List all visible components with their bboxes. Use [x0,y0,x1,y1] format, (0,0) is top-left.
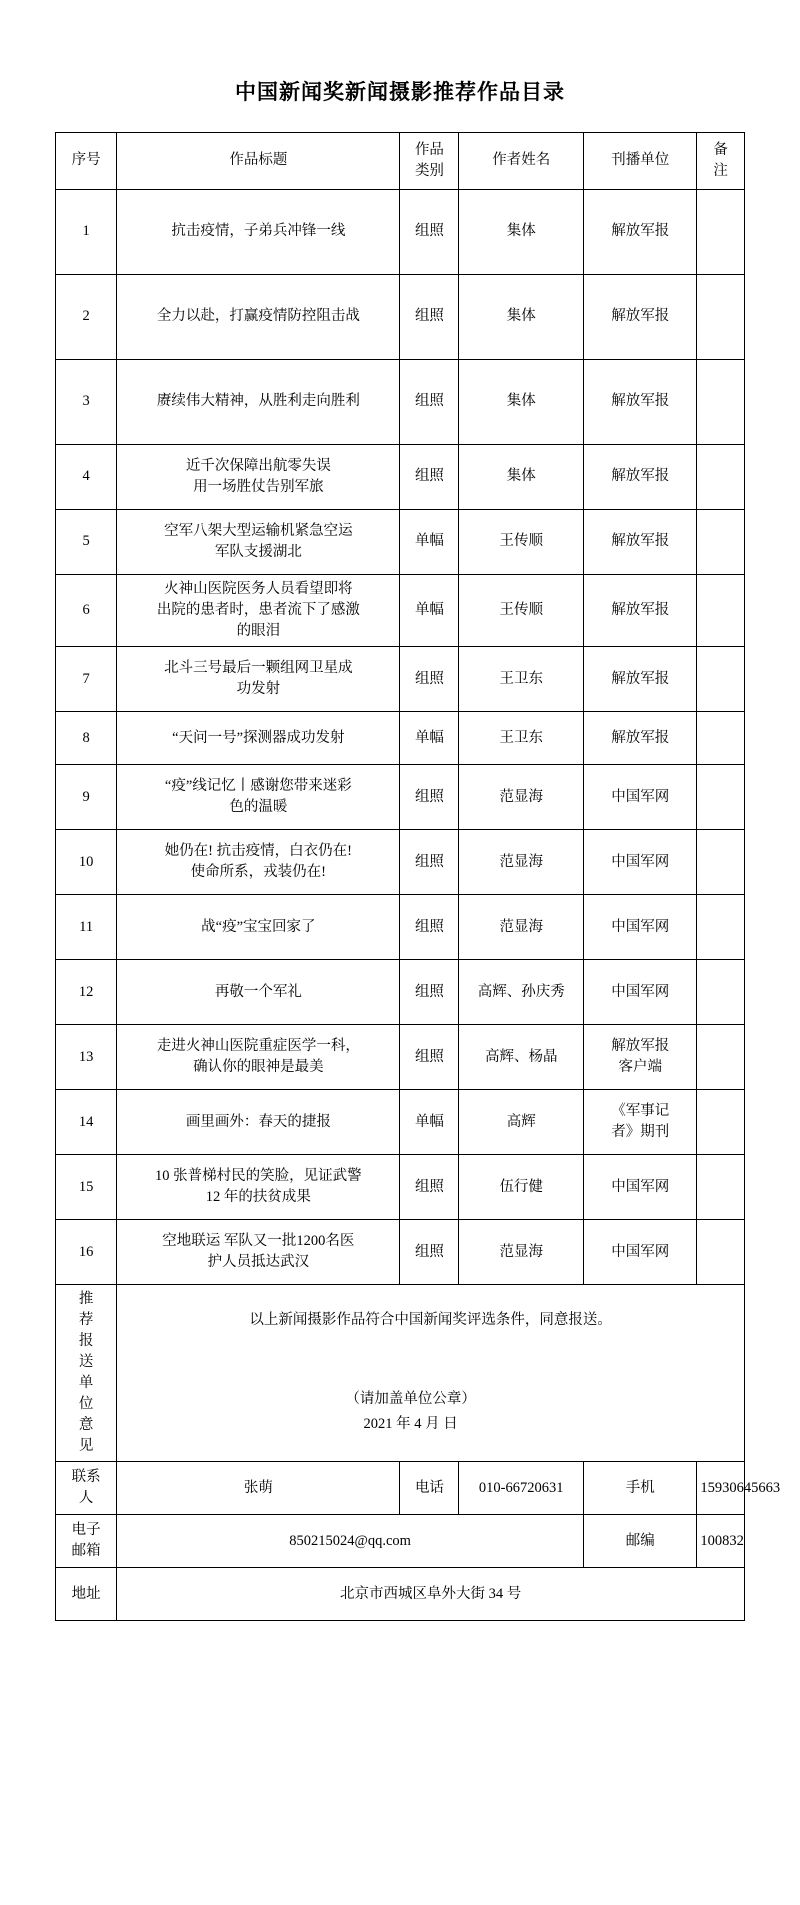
opinion-label-char: 报 [78,1333,94,1350]
cell-category: 单幅 [400,575,459,647]
cell-title: “疫”线记忆丨感谢您带来迷彩 色的温暖 [117,765,400,830]
address-label: 地址 [56,1568,117,1621]
opinion-label-char: 推 [78,1291,94,1308]
cell-seq: 8 [56,712,117,765]
cell-seq: 6 [56,575,117,647]
cell-author: 集体 [459,275,584,360]
contact-email-row [56,1515,745,1568]
mobile-value: 15930645663 [697,1462,745,1515]
cell-author: 范显海 [459,895,584,960]
contact-person-value: 张萌 [117,1462,400,1515]
cell-note [697,1025,745,1090]
header-category-line1: 作品 [414,141,444,158]
cell-seq: 9 [56,765,117,830]
cell-author: 范显海 [459,765,584,830]
opinion-label-char: 意 [78,1417,94,1434]
opinion-text: 以上新闻摄影作品符合中国新闻奖评选条件，同意报送。 [249,1311,612,1328]
cell-seq: 10 [56,830,117,895]
cell-note [697,712,745,765]
table-row [56,360,745,445]
header-note [697,133,745,190]
cell-publisher: 中国军网 [584,1155,697,1220]
cell-publisher: 中国军网 [584,830,697,895]
cell-note [697,510,745,575]
cell-title: 画里画外：春天的捷报 [117,1090,400,1155]
zip-label: 邮编 [584,1515,697,1568]
cell-title: 抗击疫情，子弟兵冲锋一线 [117,190,400,275]
cell-seq: 16 [56,1220,117,1285]
cell-seq: 12 [56,960,117,1025]
opinion-label-char: 位 [78,1396,94,1413]
header-seq: 序号 [56,133,117,190]
table-row [56,445,745,510]
cell-category: 组照 [400,190,459,275]
table-row [56,830,745,895]
table-row [56,575,745,647]
cell-title: 再敬一个军礼 [117,960,400,1025]
table-row [56,765,745,830]
email-label [56,1515,117,1568]
cell-category: 单幅 [400,1090,459,1155]
opinion-label-char: 荐 [78,1312,94,1329]
header-category-line2: 类别 [414,163,444,179]
cell-author: 高辉、杨晶 [459,1025,584,1090]
cell-title: 火神山医院医务人员看望即将 出院的患者时，患者流下了感激 的眼泪 [117,575,400,647]
cell-author: 王卫东 [459,712,584,765]
cell-seq: 14 [56,1090,117,1155]
cell-category: 组照 [400,895,459,960]
cell-category: 组照 [400,1025,459,1090]
catalog-table-wrapper [55,132,781,1621]
cell-author: 范显海 [459,830,584,895]
opinion-body [117,1285,745,1462]
cell-publisher: 中国军网 [584,895,697,960]
header-note-line2: 注 [713,163,728,179]
table-row [56,275,745,360]
phone-value: 010-66720631 [459,1462,584,1515]
cell-note [697,1090,745,1155]
cell-note [697,360,745,445]
header-category [400,133,459,190]
opinion-row [56,1285,745,1462]
cell-title: 空地联运 军队又一批1200名医 护人员抵达武汉 [117,1220,400,1285]
table-row [56,960,745,1025]
cell-seq: 7 [56,647,117,712]
header-note-line1: 备 [713,141,728,158]
cell-title: 走进火神山医院重症医学一科， 确认你的眼神是最美 [117,1025,400,1090]
cell-note [697,830,745,895]
cell-category: 单幅 [400,510,459,575]
cell-note [697,960,745,1025]
cell-note [697,647,745,712]
cell-publisher: 解放军报 [584,712,697,765]
cell-author: 高辉、孙庆秀 [459,960,584,1025]
cell-note [697,1220,745,1285]
cell-publisher: 解放军报 [584,190,697,275]
opinion-seal-note: （请加盖单位公章） [345,1390,476,1407]
table-row [56,1025,745,1090]
table-row [56,1220,745,1285]
cell-publisher: 《军事记 者》期刊 [584,1090,697,1155]
address-row [56,1568,745,1621]
cell-category: 组照 [400,830,459,895]
cell-category: 组照 [400,360,459,445]
cell-publisher: 中国军网 [584,765,697,830]
cell-publisher: 中国军网 [584,1220,697,1285]
table-row [56,712,745,765]
cell-title: 赓续伟大精神，从胜利走向胜利 [117,360,400,445]
phone-label: 电话 [400,1462,459,1515]
cell-category: 组照 [400,1220,459,1285]
cell-seq: 2 [56,275,117,360]
cell-publisher: 解放军报 [584,360,697,445]
cell-seq: 1 [56,190,117,275]
cell-note [697,765,745,830]
cell-author: 王卫东 [459,647,584,712]
cell-author: 范显海 [459,1220,584,1285]
opinion-label-char: 见 [78,1438,94,1455]
email-value: 850215024@qq.com [117,1515,584,1568]
cell-author: 王传顺 [459,575,584,647]
cell-seq: 13 [56,1025,117,1090]
opinion-label-char: 单 [78,1375,94,1392]
table-row [56,647,745,712]
cell-title: “天问一号”探测器成功发射 [117,712,400,765]
cell-note [697,1155,745,1220]
cell-publisher: 解放军报 [584,575,697,647]
cell-seq: 5 [56,510,117,575]
header-work-title: 作品标题 [117,133,400,190]
opinion-label [56,1285,117,1462]
cell-title: 北斗三号最后一颗组网卫星成 功发射 [117,647,400,712]
mobile-label: 手机 [584,1462,697,1515]
cell-seq: 3 [56,360,117,445]
cell-author: 集体 [459,360,584,445]
cell-title: 她仍在! 抗击疫情，白衣仍在! 使命所系，戎装仍在! [117,830,400,895]
contact-person-label-line1: 联系 [71,1469,101,1486]
cell-author: 集体 [459,190,584,275]
table-header-row [56,133,745,190]
cell-title: 空军八架大型运输机紧急空运 军队支援湖北 [117,510,400,575]
cell-author: 集体 [459,445,584,510]
cell-note [697,575,745,647]
catalog-table [55,132,781,1621]
cell-category: 组照 [400,275,459,360]
cell-note [697,190,745,275]
opinion-date: 2021 年 4 月 日 [363,1415,458,1432]
cell-category: 组照 [400,445,459,510]
contact-person-label [56,1462,117,1515]
cell-author: 王传顺 [459,510,584,575]
table-row [56,895,745,960]
opinion-label-char: 送 [78,1354,94,1371]
cell-category: 组照 [400,647,459,712]
table-row [56,190,745,275]
cell-title: 10 张普梯村民的笑脸，见证武警 12 年的扶贫成果 [117,1155,400,1220]
cell-publisher: 解放军报 [584,445,697,510]
cell-note [697,445,745,510]
cell-publisher: 解放军报 客户端 [584,1025,697,1090]
document-page [0,76,800,1905]
email-label-line2: 邮箱 [71,1543,101,1560]
cell-seq: 11 [56,895,117,960]
contact-person-label-line2: 人 [78,1490,94,1507]
cell-title: 全力以赴，打赢疫情防控阻击战 [117,275,400,360]
cell-publisher: 解放军报 [584,647,697,712]
cell-category: 组照 [400,960,459,1025]
cell-seq: 4 [56,445,117,510]
cell-category: 单幅 [400,712,459,765]
page-title: 中国新闻奖新闻摄影推荐作品目录 [235,80,565,104]
cell-author: 伍行健 [459,1155,584,1220]
cell-category: 组照 [400,765,459,830]
cell-seq: 15 [56,1155,117,1220]
header-publisher: 刊播单位 [584,133,697,190]
cell-author: 高辉 [459,1090,584,1155]
cell-note [697,895,745,960]
email-label-line1: 电子 [71,1522,101,1539]
cell-title: 战“疫”宝宝回家了 [117,895,400,960]
contact-person-row [56,1462,745,1515]
cell-category: 组照 [400,1155,459,1220]
cell-publisher: 中国军网 [584,960,697,1025]
cell-publisher: 解放军报 [584,275,697,360]
zip-value: 100832 [697,1515,745,1568]
cell-note [697,275,745,360]
table-row [56,1155,745,1220]
cell-title: 近千次保障出航零失误 用一场胜仗告别军旅 [117,445,400,510]
cell-publisher: 解放军报 [584,510,697,575]
header-author: 作者姓名 [459,133,584,190]
table-row [56,510,745,575]
address-value: 北京市西城区阜外大街 34 号 [117,1568,745,1621]
table-row [56,1090,745,1155]
